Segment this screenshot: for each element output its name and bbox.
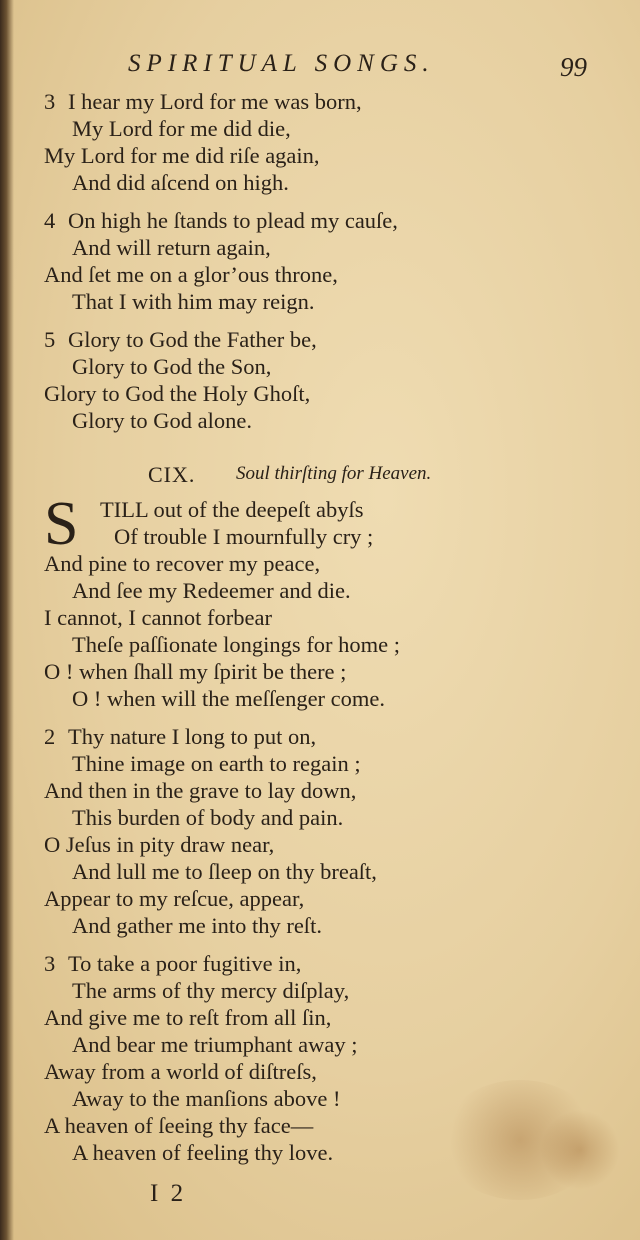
verse-line: And pine to recover my peace, <box>44 551 321 576</box>
page-header <box>0 50 640 86</box>
verse-line: That I with him may reign. <box>72 289 315 314</box>
verse-line: And lull me to ſleep on thy breaſt, <box>72 859 377 884</box>
verse-text: I hear my Lord for me was born, <box>68 89 362 114</box>
stanza-number: 3 <box>44 951 56 976</box>
page-content <box>0 88 640 1166</box>
verse-text: TILL out of the deepeſt abyſs <box>100 497 364 522</box>
stanza-number: 3 <box>44 89 56 114</box>
stanza <box>0 88 640 196</box>
verse-line: And gather me into thy reſt. <box>72 913 322 938</box>
drop-cap: S <box>44 490 79 558</box>
stanza-number: 2 <box>44 724 56 749</box>
stanza-number: 5 <box>44 327 56 352</box>
verse-line: And give me to reſt from all ſin, <box>44 1005 332 1030</box>
verse-line: A heaven of ſeeing thy face— <box>44 1113 314 1138</box>
verse-line <box>0 723 640 750</box>
stanza <box>0 950 640 1166</box>
verse-text: Thy nature I long to put on, <box>68 724 317 749</box>
stanza <box>0 723 640 939</box>
verse-line: The arms of thy mercy diſplay, <box>72 978 350 1003</box>
verse-line: I cannot, I cannot forbear <box>44 605 273 630</box>
verse-line: Away to the manſions above ! <box>72 1086 341 1111</box>
verse-line: And ſet me on a glor’ous throne, <box>44 262 338 287</box>
verse-line: Glory to God alone. <box>72 408 252 433</box>
verse-line: O ! when ſhall my ſpirit be there ; <box>44 659 347 684</box>
verse-line: O ! when will the meſſenger come. <box>72 686 386 711</box>
stanza <box>0 207 640 315</box>
verse-line: Thine image on earth to regain ; <box>72 751 361 776</box>
verse-line: And then in the grave to lay down, <box>44 778 357 803</box>
verse-line: And will return again, <box>72 235 271 260</box>
verse-line: Away from a world of diſtreſs, <box>44 1059 317 1084</box>
stanza <box>0 490 640 712</box>
signature-mark: I 2 <box>150 1180 187 1207</box>
verse-line: O Jeſus in pity draw near, <box>44 832 275 857</box>
verse-line: A heaven of feeling thy love. <box>72 1140 334 1165</box>
verse-text: To take a poor fugitive in, <box>68 951 302 976</box>
verse-line: And did aſcend on high. <box>72 170 289 195</box>
verse-line: Appear to my reſcue, appear, <box>44 886 305 911</box>
verse-line <box>0 950 640 977</box>
verse-line: My Lord for me did die, <box>72 116 291 141</box>
verse-line <box>0 207 640 234</box>
verse-line <box>0 88 640 115</box>
verse-text: Glory to God the Father be, <box>68 327 317 352</box>
verse-line: Glory to God the Holy Ghoſt, <box>44 381 311 406</box>
verse-line: This burden of body and pain. <box>72 805 344 830</box>
stanza-number: 4 <box>44 208 56 233</box>
verse-line: And ſee my Redeemer and die. <box>72 578 351 603</box>
running-head: SPIRITUAL SONGS. <box>128 50 435 77</box>
hymn-title: Soul thirſting for Heaven. <box>236 463 432 484</box>
verse-line: My Lord for me did riſe again, <box>44 143 320 168</box>
verse-line: And bear me triumphant away ; <box>72 1032 358 1057</box>
verse-line <box>0 326 640 353</box>
verse-line: Glory to God the Son, <box>72 354 272 379</box>
hymn-heading <box>0 456 640 492</box>
page-number: 99 <box>560 52 587 82</box>
verse-line: Of trouble I mournfully cry ; <box>114 524 374 549</box>
hymn-number: CIX. <box>148 462 196 487</box>
verse-line: Theſe paſſionate longings for home ; <box>72 632 401 657</box>
stanza <box>0 326 640 434</box>
verse-text: On high he ſtands to plead my cauſe, <box>68 208 398 233</box>
